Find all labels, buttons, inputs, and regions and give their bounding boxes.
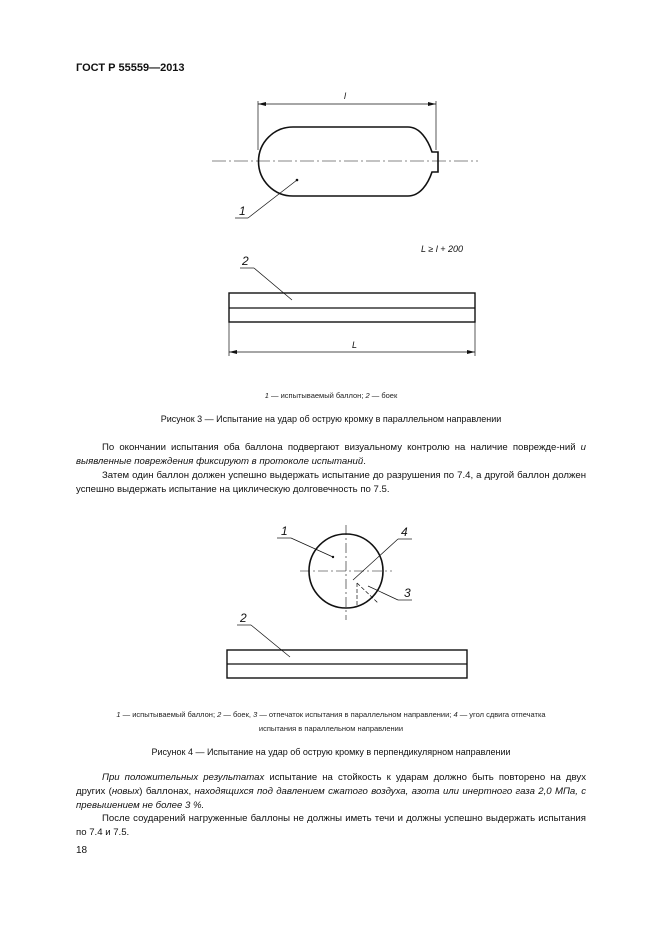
p3-italic-b: новых (111, 786, 140, 797)
dim-L-label: L (352, 340, 358, 350)
body-paragraph-4: После соударений нагруженные баллоны не должны иметь течи и должны успешно выдержать испытания по 7.4 и 7.5. (76, 813, 586, 838)
callout-2-label: 2 (242, 254, 249, 268)
fig4-legend-line2: испытания в параллельном направлении (258, 724, 404, 733)
fig4-legend-3-number: 3 (253, 710, 258, 719)
p3-text-b: ) баллонах, (139, 786, 195, 797)
p3-italic-a: При положительных результатах (102, 772, 265, 783)
fig4-callout-1-label: 1 (281, 524, 288, 538)
figure-3-caption: Рисунок 3 — Испытание на удар об острую кромку в параллельном направлении (160, 414, 502, 424)
p3-italic-c: находящихся под давлением сжатого воздуха, азота или инертного газа 2,0 МПа, с превышением не более 3 %. (76, 786, 587, 811)
legend-2-text: — боек (369, 391, 398, 400)
formula-text: L ≥ l + 200 (421, 244, 464, 254)
fig4-callout-3-label: 3 (404, 586, 411, 600)
document-header: ГОСТ Р 55559—2013 (76, 62, 185, 74)
figure-4-legend (76, 708, 586, 736)
fig4-callout-2-leader (251, 625, 290, 657)
fig4-legend-2-number: 2 (217, 710, 222, 719)
p3-text-a: испытание на стойкость к ударам должно быть повторено на двух других ( (76, 772, 587, 797)
fig4-callout-2-label: 2 (240, 611, 247, 625)
legend-1-number: 1 (264, 391, 269, 400)
fig4-legend-2-text: — боек, (221, 710, 254, 719)
fig4-callout-1-leader (291, 538, 333, 557)
fig4-legend-1-text: — испытываемый баллон; (120, 710, 218, 719)
legend-2-number: 2 (365, 391, 370, 400)
fig4-callout-4-label: 4 (401, 525, 408, 539)
fig4-legend-3-text: — отпечаток испытания в параллельном направлении; (257, 710, 454, 719)
fig4-legend-1-number: 1 (116, 710, 121, 719)
body-paragraph-2: Затем один баллон должен успешно выдержать испытание до разрушения по 7.4, а другой баллон должен успешно выдержать испытание на циклическую долговечность по 7.5. (76, 470, 586, 495)
fig4-callout-1-dot (332, 556, 334, 558)
p1-text: По окончании испытания оба баллона подвергают визуальному контролю на наличие поврежде-ний (102, 442, 581, 453)
fig4-legend-4-text: — угол сдвига отпечатка (457, 710, 546, 719)
p1-italic: и выявленные повреждения фиксируют в протоколе испытаний (76, 442, 586, 467)
figure-4-caption: Рисунок 4 — Испытание на удар об острую кромку в перпендикулярном направлении (151, 747, 511, 757)
fig4-callout-4-leader (353, 539, 398, 580)
body-paragraph-3 (76, 771, 586, 813)
dim-l-label: l (344, 91, 346, 101)
p1-end: . (363, 456, 366, 467)
fig4-legend-4-number: 4 (453, 710, 458, 719)
legend-1-text: — испытываемый баллон; (268, 391, 366, 400)
page-number: 18 (76, 845, 88, 856)
callout-1-label: 1 (239, 204, 246, 218)
